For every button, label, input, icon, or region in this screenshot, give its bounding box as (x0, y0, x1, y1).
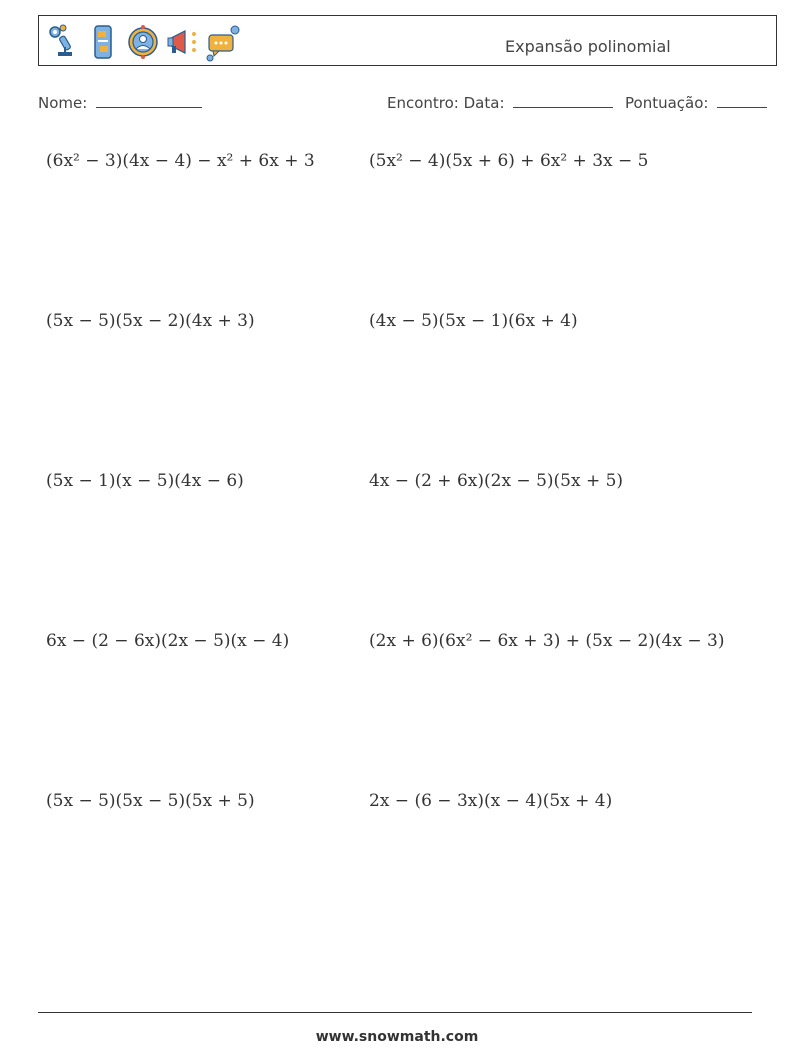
footer-rule (38, 1012, 752, 1013)
problem-4: (4x − 5)(5x − 1)(6x + 4) (369, 311, 578, 331)
date-field (387, 93, 613, 112)
date-label: Encontro: Data: (387, 94, 505, 112)
score-blank[interactable] (717, 93, 767, 108)
name-blank[interactable] (96, 93, 202, 108)
microscope-gears-icon (45, 22, 81, 62)
problem-8: (2x + 6)(6x² − 6x + 3) + (5x − 2)(4x − 3) (369, 631, 725, 651)
header-box (38, 15, 777, 66)
score-field (625, 93, 767, 112)
megaphone-icon (165, 22, 201, 62)
name-field (38, 93, 202, 112)
chat-bubbles-icon (205, 22, 241, 62)
problem-2: (5x² − 4)(5x + 6) + 6x² + 3x − 5 (369, 151, 649, 171)
problem-9: (5x − 5)(5x − 5)(5x + 5) (46, 791, 255, 811)
problem-10: 2x − (6 − 3x)(x − 4)(5x + 4) (369, 791, 613, 811)
smartphone-icon (85, 22, 121, 62)
problem-5: (5x − 1)(x − 5)(4x − 6) (46, 471, 244, 491)
score-label: Pontuação: (625, 94, 709, 112)
problem-3: (5x − 5)(5x − 2)(4x + 3) (46, 311, 255, 331)
problem-6: 4x − (2 + 6x)(2x − 5)(5x + 5) (369, 471, 624, 491)
user-target-icon (125, 22, 161, 62)
page-title: Expansão polinomial (505, 37, 671, 56)
name-label: Nome: (38, 94, 88, 112)
footer-url[interactable]: www.snowmath.com (315, 1029, 479, 1045)
header-icons (45, 22, 241, 62)
date-blank[interactable] (513, 93, 613, 108)
problem-7: 6x − (2 − 6x)(2x − 5)(x − 4) (46, 631, 290, 651)
problem-1: (6x² − 3)(4x − 4) − x² + 6x + 3 (46, 151, 315, 171)
